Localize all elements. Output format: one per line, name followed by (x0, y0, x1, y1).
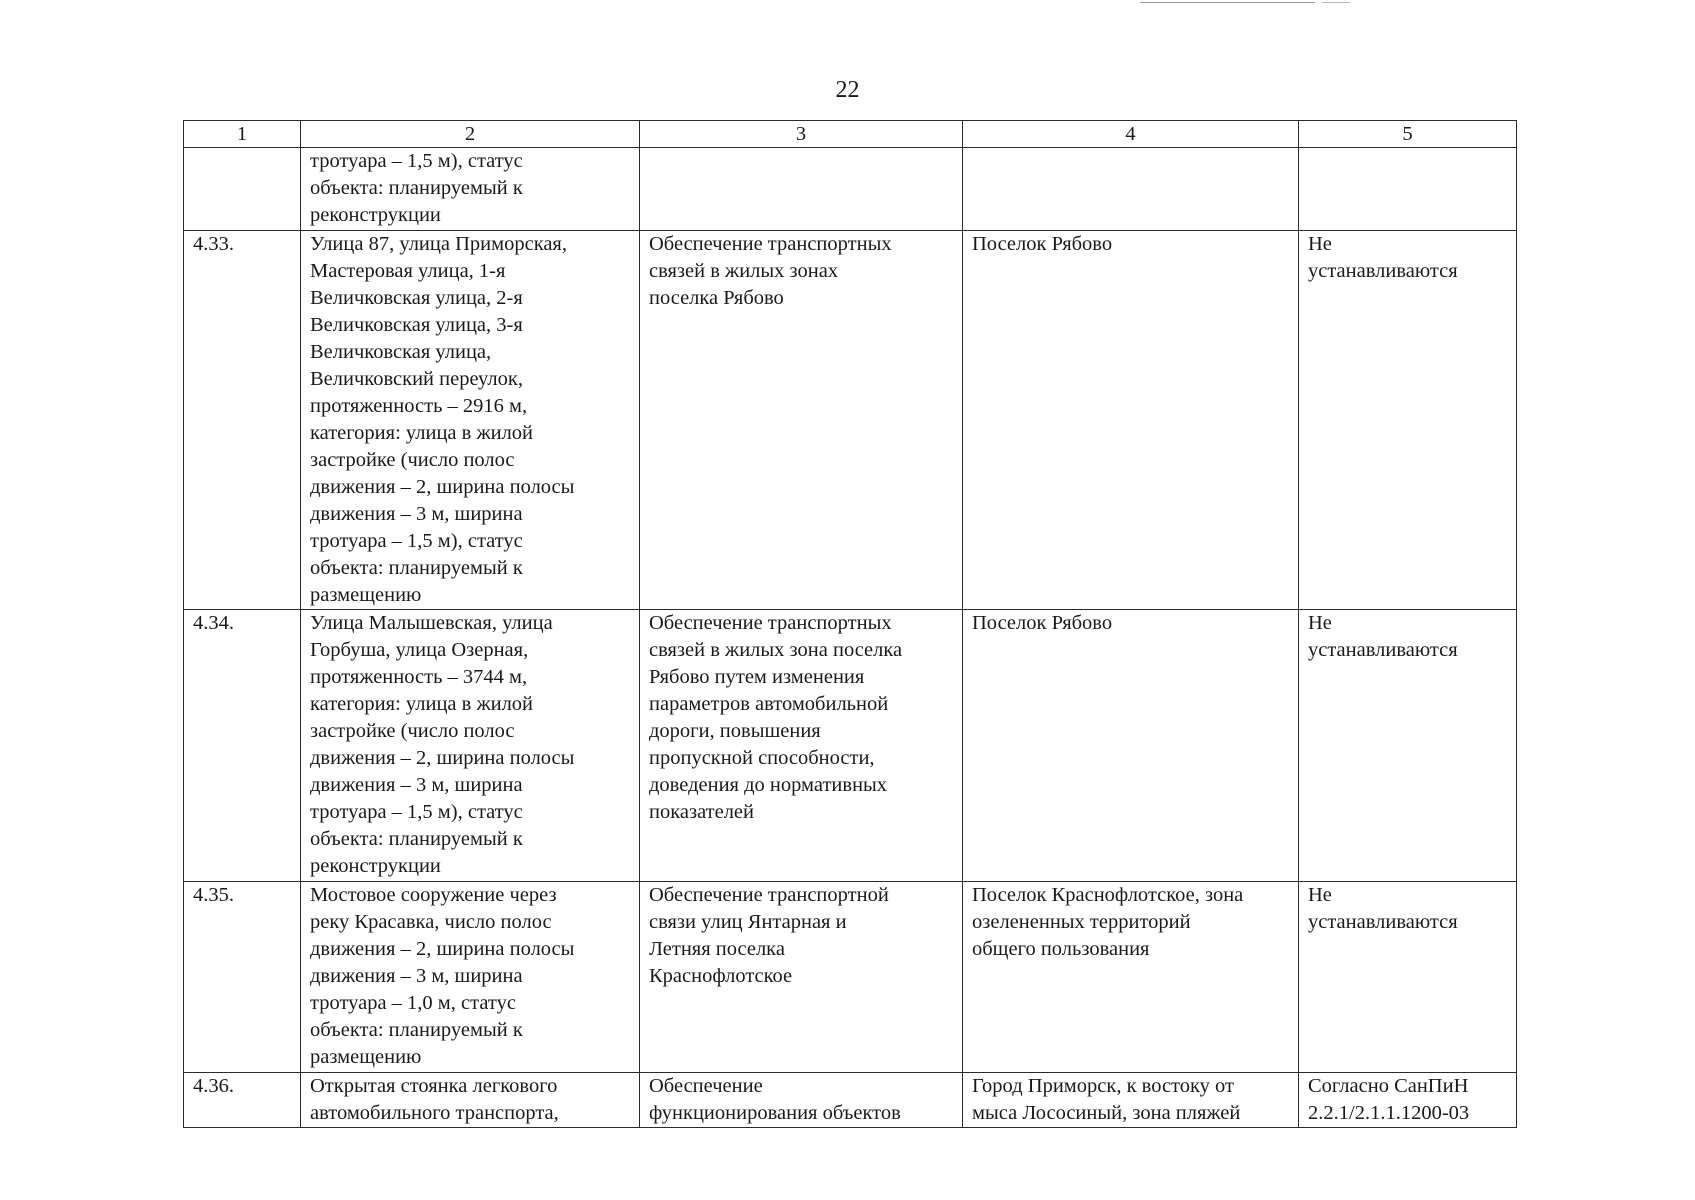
row-number-cell (184, 148, 301, 231)
object-description: Мостовое сооружение через реку Красавка, число полос движения – 2, ширина полосы движения – 3 м, ширина тротуара – 1,0 м, статус объекта: планируемый к размещению (310, 884, 575, 1068)
object-purpose: Обеспечение функционирования объектов (649, 1075, 901, 1124)
purpose-cell (640, 148, 963, 231)
zones-cell (1299, 231, 1517, 610)
object-cell (301, 1073, 640, 1128)
row-number: 4.36. (193, 1075, 234, 1097)
object-location: Поселок Рябово (972, 612, 1113, 634)
location-cell (963, 610, 1299, 882)
zones-cell (1299, 882, 1517, 1073)
scan-top-rule (1140, 2, 1315, 3)
object-description: Открытая стоянка легкового автомобильного транспорта, (310, 1075, 559, 1124)
object-description: тротуара – 1,5 м), статус объекта: планируемый к реконструкции (310, 150, 523, 226)
object-cell (301, 610, 640, 882)
object-location: Город Приморск, к востоку от мыса Лососиный, зона пляжей (972, 1075, 1241, 1124)
object-location: Поселок Краснофлотское, зона озелененных территорий общего пользования (972, 884, 1244, 960)
row-number-cell (184, 1073, 301, 1128)
row-number: 4.34. (193, 612, 234, 634)
zones-cell (1299, 610, 1517, 882)
column-header: 5 (1299, 121, 1517, 148)
zones-cell (1299, 1073, 1517, 1128)
row-number: 4.35. (193, 884, 234, 906)
column-header: 3 (640, 121, 963, 148)
purpose-cell (640, 1073, 963, 1128)
object-zones: Согласно СанПиН 2.2.1/2.1.1.1200-03 (1308, 1075, 1470, 1124)
object-description: Улица 87, улица Приморская, Мастеровая улица, 1-я Величковская улица, 2-я Величковская улица, 3-я Величковская улица, Величковский переулок, протяженность – 2916 м, категория: улица в жилой застройке (число полос движения – 2, ширина полосы движения – 3 м, ширина тротуара – 1,5 м), статус объекта: планируемый к размещению (310, 233, 575, 606)
document-table (183, 120, 1517, 1128)
object-zones: Не устанавливаются (1308, 884, 1458, 933)
purpose-cell (640, 231, 963, 610)
object-purpose: Обеспечение транспортных связей в жилых зонах поселка Рябово (649, 233, 892, 309)
page-number: 22 (835, 77, 860, 103)
table-header-row (184, 121, 1517, 148)
location-cell (963, 1073, 1299, 1128)
row-number: 4.33. (193, 233, 234, 255)
object-cell (301, 148, 640, 231)
row-number-cell (184, 231, 301, 610)
object-zones: Не устанавливаются (1308, 612, 1458, 661)
object-purpose: Обеспечение транспортной связи улиц Янтарная и Летняя поселка Краснофлотское (649, 884, 889, 987)
table-row (184, 1073, 1517, 1128)
object-cell (301, 882, 640, 1073)
column-header: 4 (963, 121, 1299, 148)
purpose-cell (640, 610, 963, 882)
object-description: Улица Малышевская, улица Горбуша, улица Озерная, протяженность – 3744 м, категория: улица в жилой застройке (число полос движения – 2, ширина полосы движения – 3 м, ширина тротуара – 1,5 м), статус объекта: планируемый к реконструкции (310, 612, 575, 877)
object-purpose: Обеспечение транспортных связей в жилых зона поселка Рябово путем изменения параметров автомобильной дороги, повышения пропускной способности, доведения до нормативных показателей (649, 612, 903, 823)
row-number-cell (184, 882, 301, 1073)
location-cell (963, 148, 1299, 231)
location-cell (963, 882, 1299, 1073)
scan-top-rule-fragment (1322, 2, 1350, 3)
object-cell (301, 231, 640, 610)
zones-cell (1299, 148, 1517, 231)
purpose-cell (640, 882, 963, 1073)
object-zones: Не устанавливаются (1308, 233, 1458, 282)
location-cell (963, 231, 1299, 610)
column-header: 1 (184, 121, 301, 148)
table-row (184, 231, 1517, 610)
object-location: Поселок Рябово (972, 233, 1113, 255)
row-number-cell (184, 610, 301, 882)
table-row (184, 610, 1517, 882)
column-header: 2 (301, 121, 640, 148)
table-row (184, 882, 1517, 1073)
table-row (184, 148, 1517, 231)
